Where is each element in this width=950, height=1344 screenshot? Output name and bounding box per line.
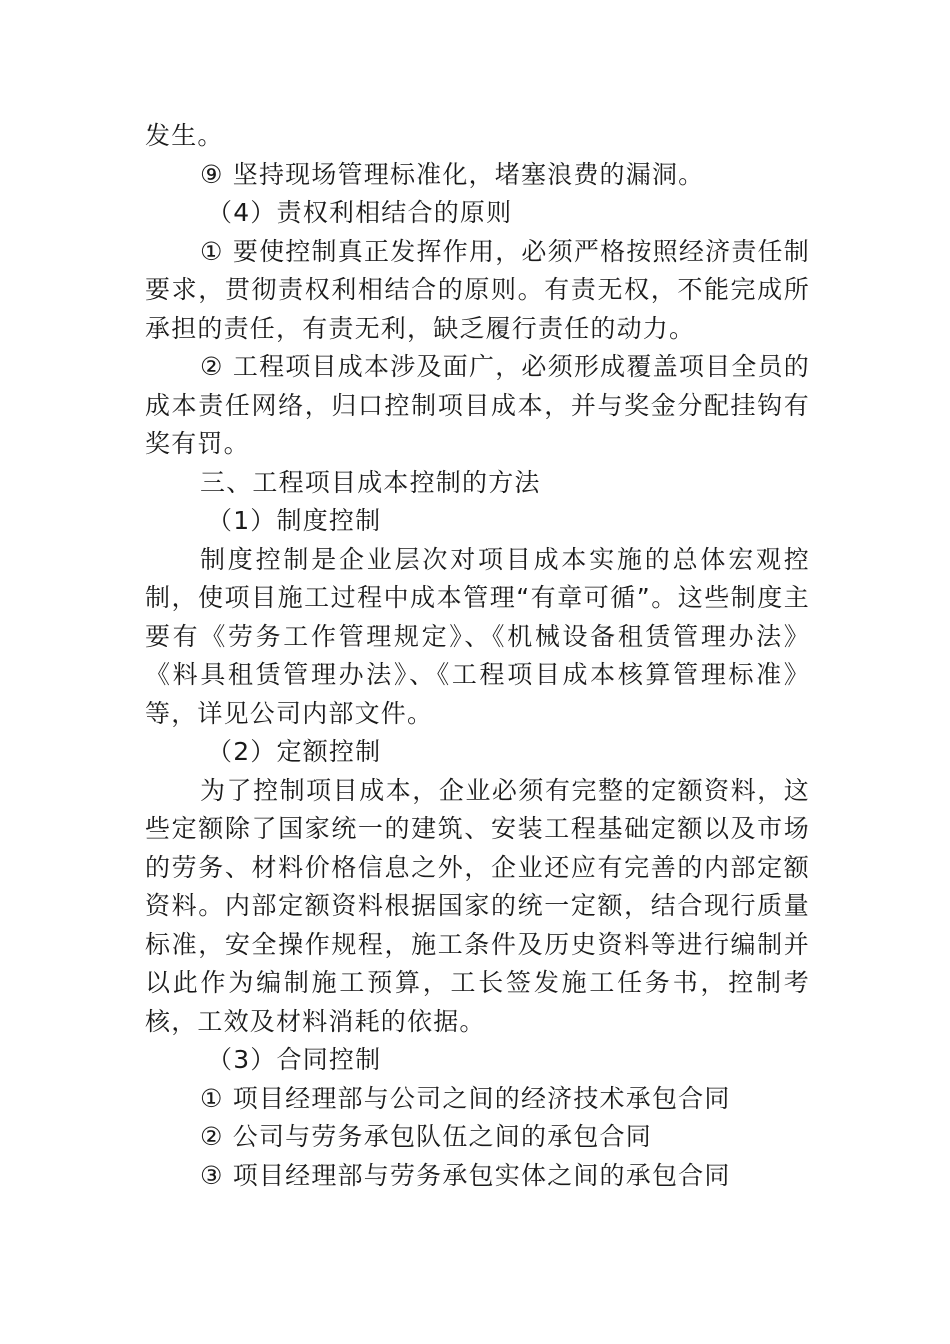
- section-heading-3: （3）合同控制: [207, 1045, 382, 1074]
- section-heading-2: （2）定额控制: [207, 737, 382, 766]
- section-heading-4: （4）责权利相结合的原则: [207, 198, 513, 227]
- list-item-9: ⑨ 坚持现场管理标准化，堵塞浪费的漏洞。: [200, 159, 705, 189]
- list-item-1: ① 要使控制真正发挥作用，必须严格按照经济责任制要求，贯彻责权利相结合的原则。有责无权，不能完成所承担的责任，有责无利，缺乏履行责任的动力。: [145, 236, 810, 343]
- body-paragraph-quota-control: 为了控制项目成本，企业必须有完整的定额资料，这些定额除了国家统一的建筑、安装工程基础定额以及市场的劳务、材料价格信息之外，企业还应有完善的内部定额资料。内部定额资料根据国家的统一定额，结合现行质量标准，安全操作规程，施工条件及历史资料等进行编制并以此作为编制施工预算，工长签发施工任务书，控制考核，工效及材料消耗的依据。: [145, 775, 810, 1036]
- paragraph-continuation: 发生。: [145, 121, 224, 150]
- chapter-heading-3: 三、工程项目成本控制的方法: [200, 467, 541, 497]
- section-heading-1: （1）制度控制: [207, 506, 382, 535]
- contract-item-2: ② 公司与劳务承包队伍之间的承包合同: [200, 1122, 652, 1151]
- body-paragraph-system-control: 制度控制是企业层次对项目成本实施的总体宏观控制，使项目施工过程中成本管理“有章可循”。这些制度主要有《劳务工作管理规定》、《机械设备租赁管理办法》《料具租赁管理办法》、《工程项目成本核算管理标准》等，详见公司内部文件。: [145, 544, 810, 728]
- document-body: [145, 117, 810, 1195]
- list-item-2: ② 工程项目成本涉及面广，必须形成覆盖项目全员的成本责任网络，归口控制项目成本，并与奖金分配挂钩有奖有罚。: [145, 352, 810, 458]
- contract-item-1: ① 项目经理部与公司之间的经济技术承包合同: [200, 1083, 731, 1113]
- contract-item-3: ③ 项目经理部与劳务承包实体之间的承包合同: [200, 1160, 731, 1190]
